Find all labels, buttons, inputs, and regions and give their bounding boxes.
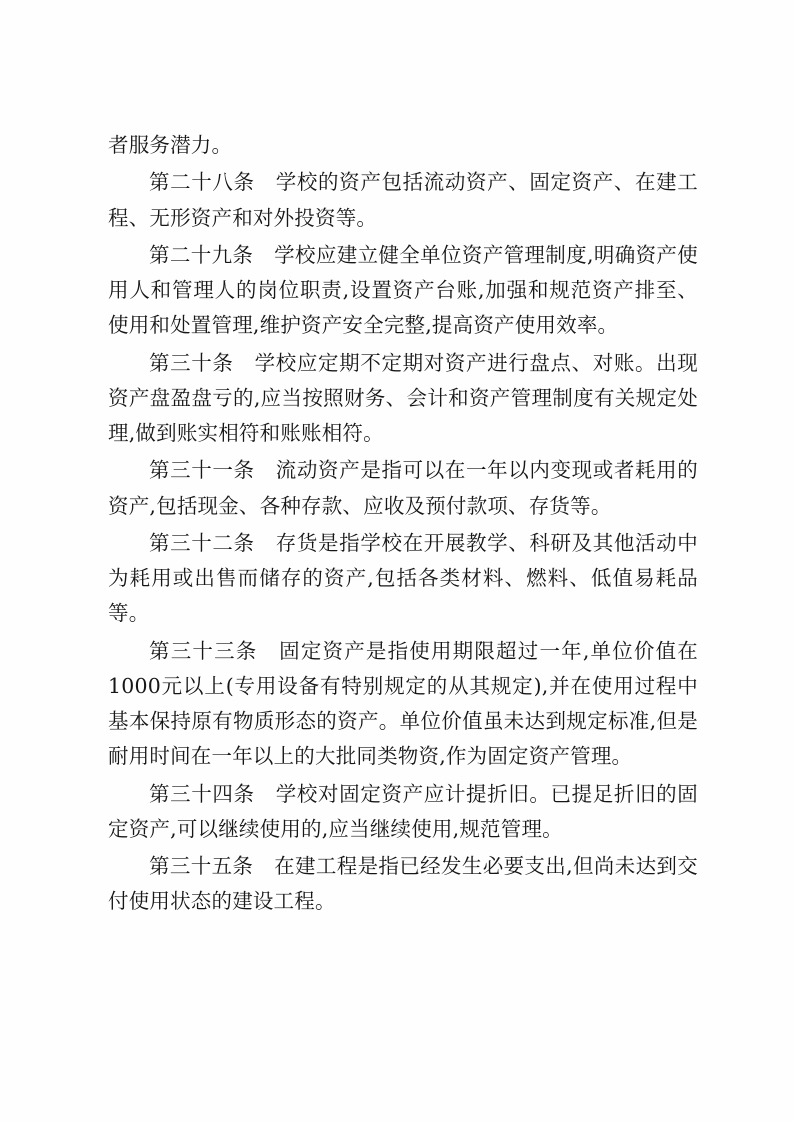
document-body bbox=[108, 128, 698, 922]
paragraph-article-34: 第三十四条 学校对固定资产应计提折旧。已提足折旧的固定资产,可以继续使用的,应当继续使用,规范管理。 bbox=[108, 781, 698, 841]
paragraph-article-28: 第二十八条 学校的资产包括流动资产、固定资产、在建工程、无形资产和对外投资等。 bbox=[108, 170, 698, 230]
paragraph-article-35: 第三十五条 在建工程是指已经发生必要支出,但尚未达到交付使用状态的建设工程。 bbox=[108, 854, 698, 914]
paragraph-article-31: 第三十一条 流动资产是指可以在一年以内变现或者耗用的资产,包括现金、各种存款、应收及预付款项、存货等。 bbox=[108, 458, 698, 518]
paragraph-article-29: 第二十九条 学校应建立健全单位资产管理制度,明确资产使用人和管理人的岗位职责,设置资产台账,加强和规范资产排至、使用和处置管理,维护资产安全完整,提高资产使用效率。 bbox=[108, 242, 698, 338]
paragraph-continued: 者服务潜力。 bbox=[108, 133, 233, 157]
paragraph-article-33: 第三十三条 固定资产是指使用期限超过一年,单位价值在1000元以上(专用设备有特别规定的从其规定),并在使用过程中基本保持原有物质形态的资产。单位价值虽未达到规定标准,但是耐用时间在一年以上的大批同类物资,作为固定资产管理。 bbox=[108, 638, 698, 769]
paragraph-article-30: 第三十条 学校应定期不定期对资产进行盘点、对账。出现资产盘盈盘亏的,应当按照财务、会计和资产管理制度有关规定处理,做到账实相符和账账相符。 bbox=[108, 350, 698, 445]
paragraph-article-32: 第三十二条 存货是指学校在开展教学、科研及其他活动中为耗用或出售而储存的资产,包括各类材料、燃料、低值易耗品等。 bbox=[108, 530, 698, 626]
